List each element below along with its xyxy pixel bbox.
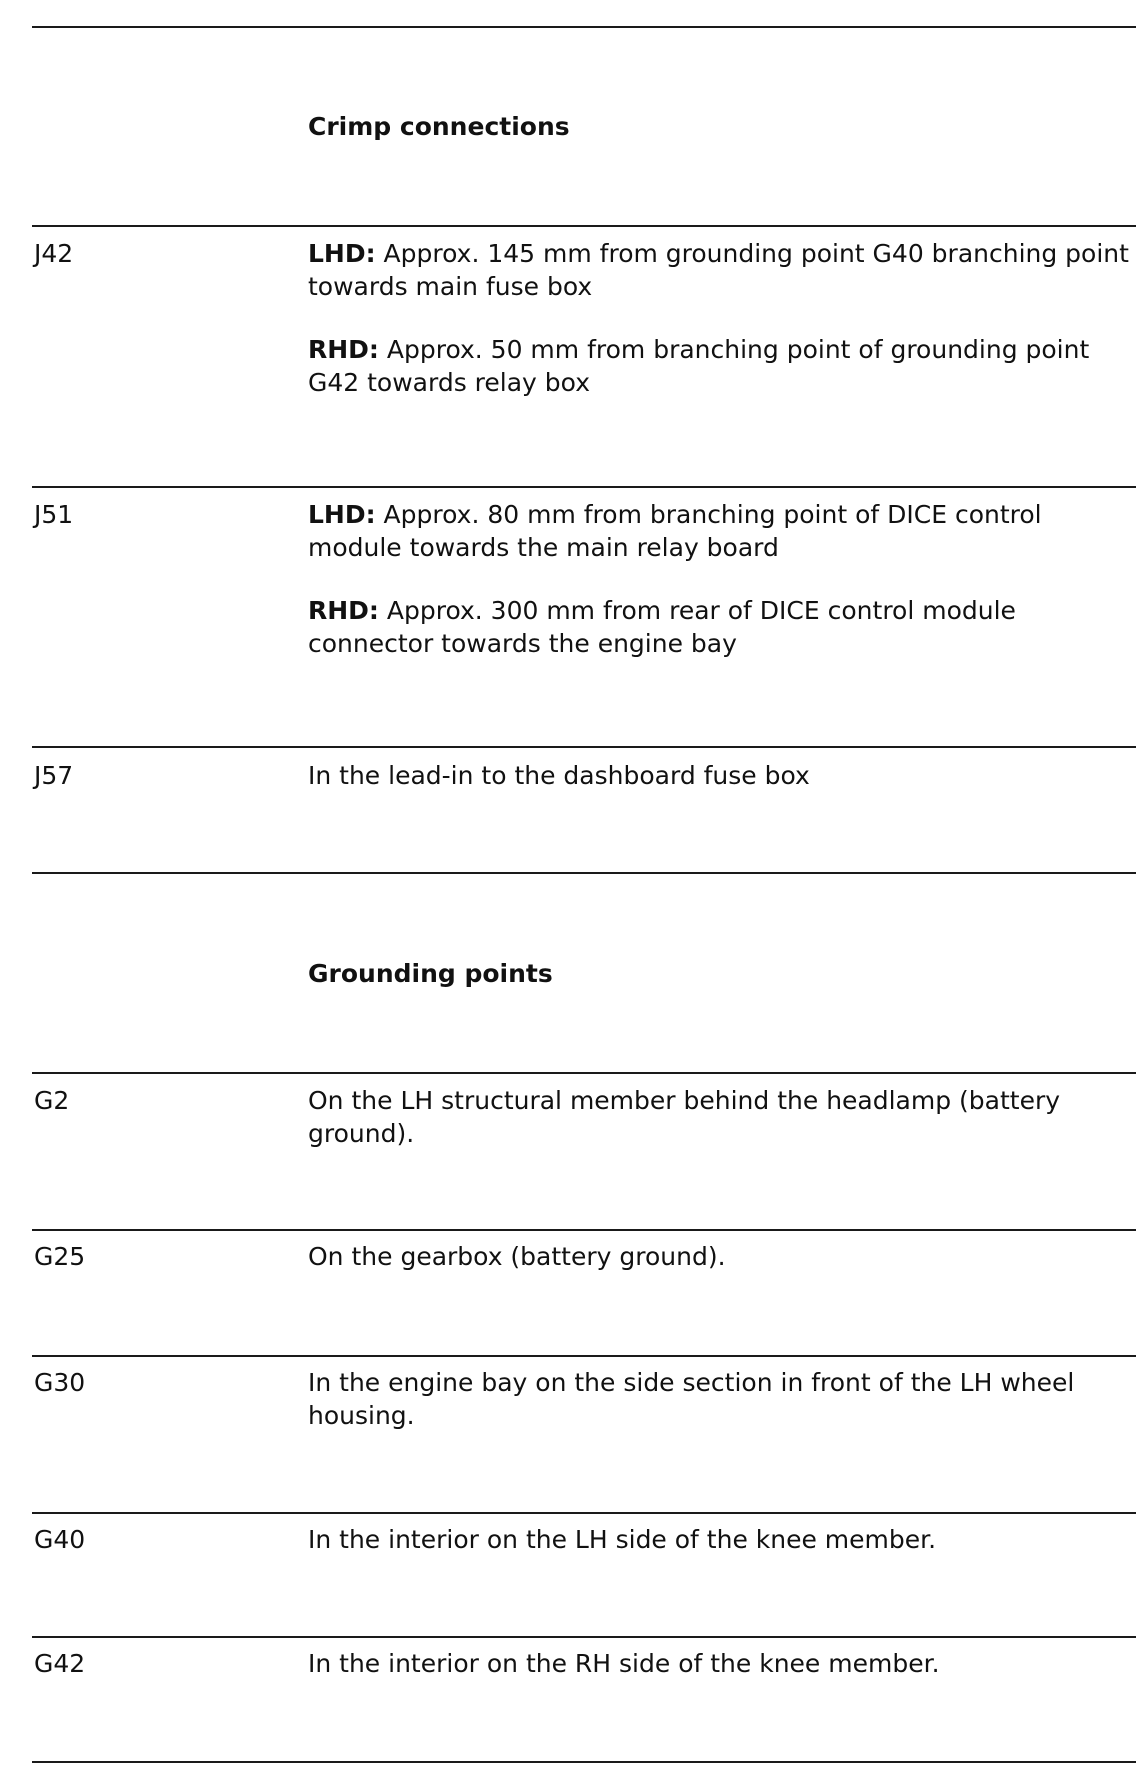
section-heading-grounding-points: Grounding points [308, 959, 553, 988]
divider [32, 486, 1136, 488]
divider [32, 746, 1136, 748]
rhd-note [308, 594, 1136, 660]
divider [32, 225, 1136, 227]
section-heading-crimp-connections: Crimp connections [308, 112, 570, 141]
row-description [308, 498, 1136, 690]
row-description: In the interior on the LH side of the knee member. [308, 1525, 937, 1554]
rhd-label: RHD: [308, 596, 379, 625]
divider [32, 1072, 1136, 1074]
row-code: G2 [34, 1086, 70, 1115]
row-description [308, 237, 1136, 429]
rhd-text: Approx. 50 mm from branching point of grounding point G42 towards relay box [308, 335, 1090, 397]
divider [32, 1761, 1136, 1763]
row-description: On the LH structural member behind the headlamp (battery ground). [308, 1086, 1061, 1148]
divider [32, 1512, 1136, 1514]
divider [32, 26, 1136, 28]
lhd-note [308, 498, 1136, 564]
rhd-note [308, 333, 1136, 399]
rhd-text: Approx. 300 mm from rear of DICE control module connector towards the engine bay [308, 596, 1016, 658]
divider [32, 1355, 1136, 1357]
lhd-text: Approx. 80 mm from branching point of DICE control module towards the main relay board [308, 500, 1042, 562]
row-code: G25 [34, 1242, 86, 1271]
row-description: In the engine bay on the side section in front of the LH wheel housing. [308, 1368, 1075, 1430]
lhd-note [308, 237, 1136, 303]
row-description: In the lead-in to the dashboard fuse box [308, 761, 810, 790]
row-description: In the interior on the RH side of the knee member. [308, 1649, 940, 1678]
row-code: G30 [34, 1368, 86, 1397]
divider [32, 1229, 1136, 1231]
divider [32, 872, 1136, 874]
row-code: J57 [34, 761, 74, 790]
row-code: G40 [34, 1525, 86, 1554]
lhd-text: Approx. 145 mm from grounding point G40 branching point towards main fuse box [308, 239, 1129, 301]
divider [32, 1636, 1136, 1638]
row-code: J51 [34, 500, 74, 529]
rhd-label: RHD: [308, 335, 379, 364]
row-code: G42 [34, 1649, 86, 1678]
row-description: On the gearbox (battery ground). [308, 1242, 726, 1271]
lhd-label: LHD: [308, 239, 376, 268]
lhd-label: LHD: [308, 500, 376, 529]
row-code: J42 [34, 239, 74, 268]
